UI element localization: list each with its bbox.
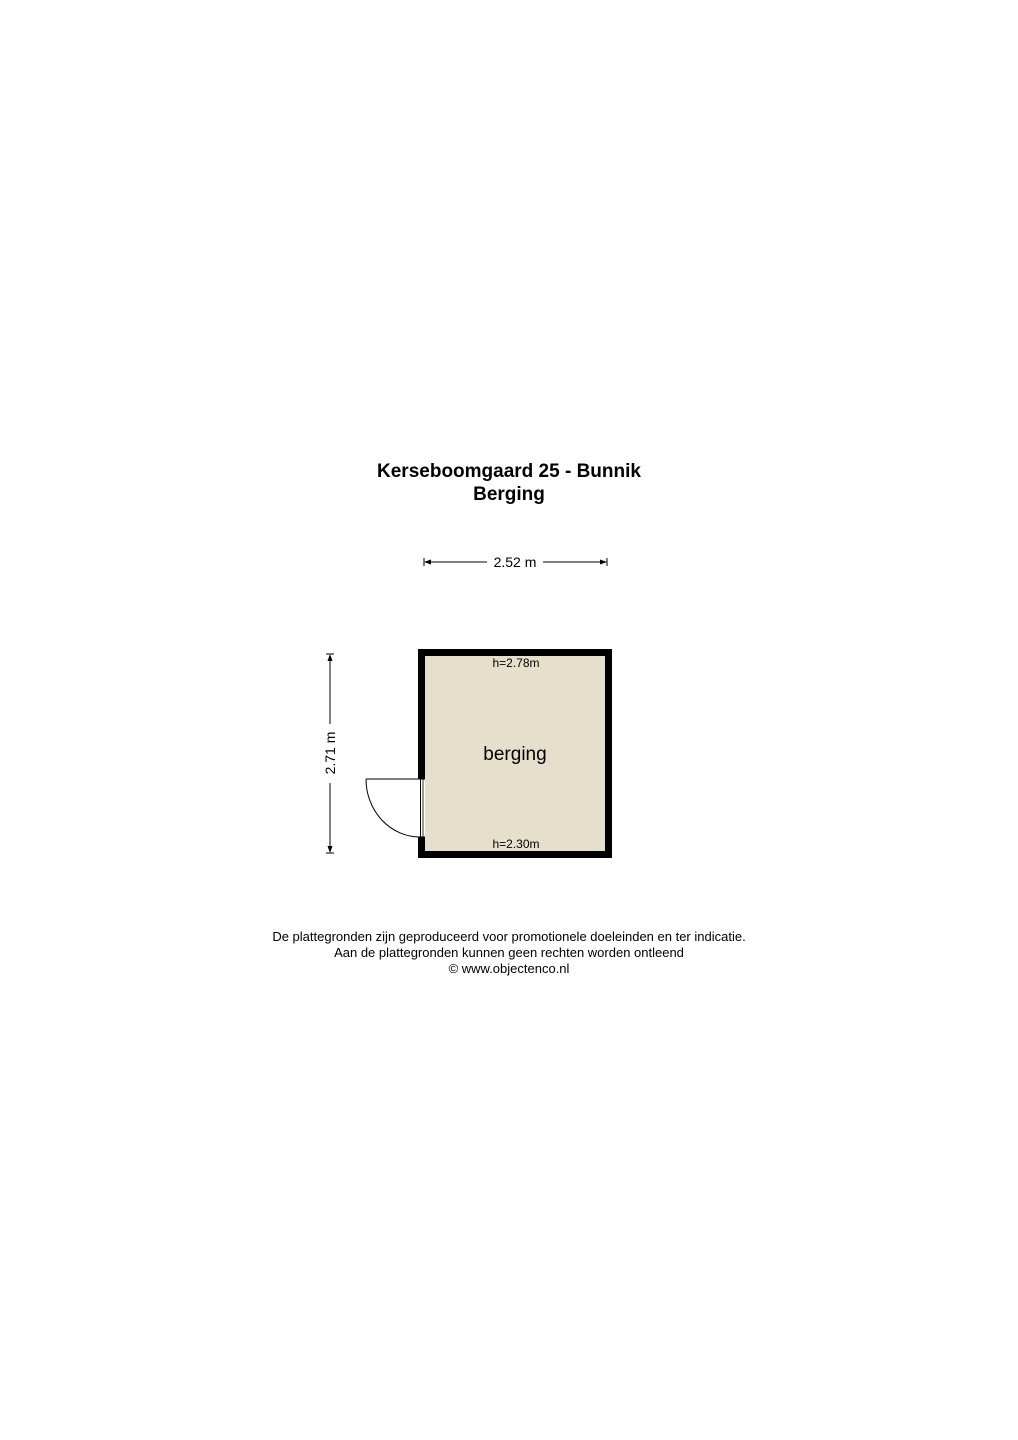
door-swing-arc	[366, 779, 420, 837]
room-height-top: h=2.78m	[492, 656, 540, 670]
width-arrow-right-icon	[600, 560, 607, 565]
room-height-bottom: h=2.30m	[492, 837, 540, 851]
room-berging	[418, 649, 612, 858]
door	[366, 779, 425, 837]
depth-dimension-label: 2.71 m	[322, 731, 338, 775]
width-dimension	[424, 554, 607, 570]
copyright-line: © www.objectenco.nl	[448, 961, 570, 976]
depth-arrow-top-icon	[328, 654, 333, 661]
depth-arrow-bottom-icon	[328, 846, 333, 853]
depth-dimension	[322, 654, 338, 853]
width-arrow-left-icon	[424, 560, 431, 565]
plan-title-floor: Berging	[473, 484, 545, 505]
width-dimension-label: 2.52 m	[493, 554, 537, 570]
door-opening	[418, 779, 425, 837]
disclaimer-line-1: De plattegronden zijn geproduceerd voor promotionele doeleinden en ter indicatie.	[272, 929, 746, 944]
disclaimer-line-2: Aan de plattegronden kunnen geen rechten worden ontleend	[334, 945, 684, 960]
plan-title-address: Kerseboomgaard 25 - Bunnik	[377, 461, 641, 482]
room-label: berging	[483, 744, 547, 765]
